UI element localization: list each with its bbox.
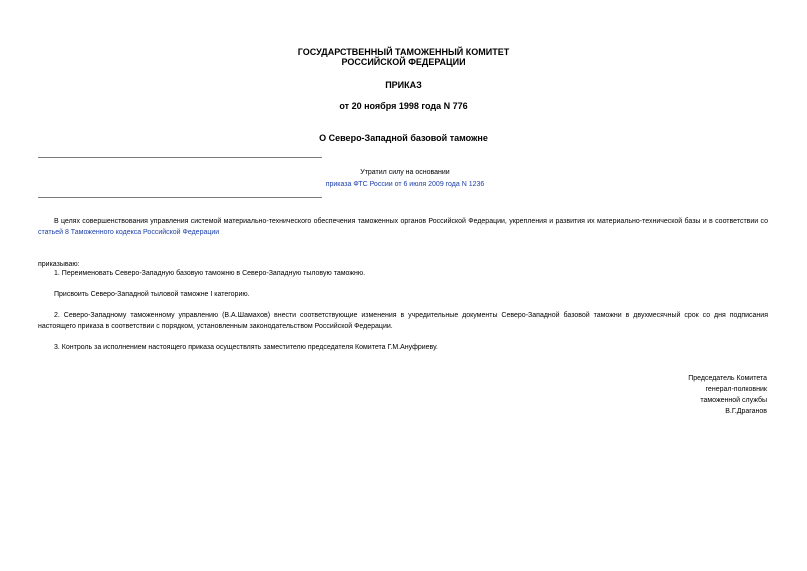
organization-name-line2: РОССИЙСКОЙ ФЕДЕРАЦИИ <box>341 57 466 67</box>
signature-rank-line1: генерал-полковник <box>705 386 767 393</box>
customs-code-article-link[interactable]: статьей 8 Таможенного кодекса Российской Федерации <box>38 229 220 236</box>
signature-rank-line2: таможенной службы <box>700 397 767 404</box>
status-note-top-rule <box>38 157 322 158</box>
repeal-order-link[interactable]: приказа ФТС России от 6 июля 2009 года N 1236 <box>325 181 485 188</box>
signature-position: Председатель Комитета <box>688 375 767 382</box>
order-item-2: 2. Северо-Западному таможенному управлению (В.А.Шамахов) внести соответствующие изменения в учредительные документы Северо-Западной базовой таможни в двухмесячный срок со дня подписания настоящего приказа в соответствии с порядком, установленным законодательством Российской Федерации. <box>38 312 768 330</box>
order-item-3: 3. Контроль за исполнением настоящего приказа осуществлять заместителю председателя Комитета Г.М.Ануфриеву. <box>54 344 438 351</box>
status-note-line2 <box>240 180 570 190</box>
order-item-1-category: Присвоить Северо-Западной тыловой таможне I категорию. <box>54 291 250 298</box>
document-type: ПРИКАЗ <box>385 80 422 90</box>
organization-name-line1: ГОСУДАРСТВЕННЫЙ ТАМОЖЕННЫЙ КОМИТЕТ <box>297 47 510 57</box>
intro-paragraph <box>38 216 768 238</box>
status-note-text: Утратил силу на основании <box>360 169 450 176</box>
decree-word: приказываю: <box>38 261 80 268</box>
intro-text: В целях совершенствования управления системой материально-технического обеспечения таможенных органов Российской Федерации, укрепления и развития их материально-технической базы и в соответствии со <box>54 218 768 225</box>
order-item-1: 1. Переименовать Северо-Западную базовую таможню в Северо-Западную тыловую таможню. <box>54 270 366 277</box>
document-title: О Северо-Западной базовой таможне <box>319 133 488 143</box>
status-note-bottom-rule <box>38 197 322 198</box>
document-date: от 20 ноября 1998 года N 776 <box>339 101 468 111</box>
signature-name: В.Г.Драганов <box>725 408 767 415</box>
